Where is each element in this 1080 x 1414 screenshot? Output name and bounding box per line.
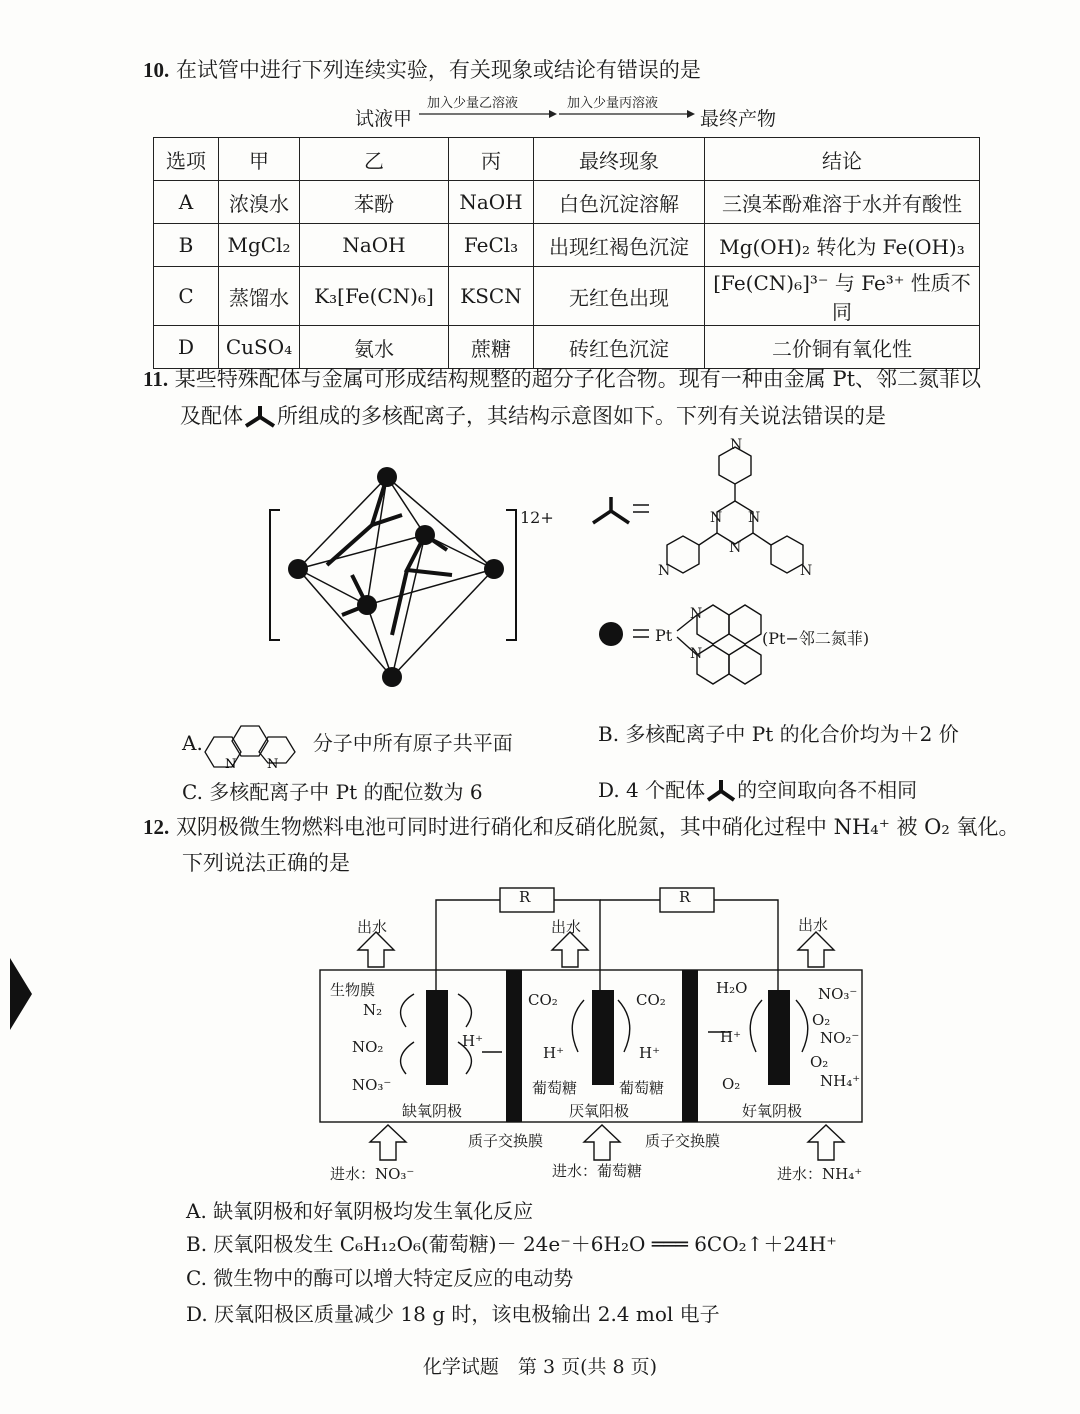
table-row [154, 267, 980, 326]
cell-jia: 蒸馏水 [219, 267, 300, 326]
ligand-symbol-icon [243, 404, 277, 428]
option-a-text: 分子中所有原子共平面 [312, 731, 513, 755]
q10-table [153, 137, 980, 369]
phen-n-1: N [224, 757, 237, 770]
option-a-prefix: A. [182, 731, 203, 755]
th-jia: 甲 [219, 138, 300, 181]
q10-flow [355, 92, 795, 132]
right-species-no2: NO₂⁻ [820, 1029, 860, 1047]
cell-option: D [154, 326, 219, 369]
cell-yi: 苯酚 [300, 181, 449, 224]
cell-option: B [154, 224, 219, 267]
pt-node [377, 467, 397, 487]
cell-jia: CuSO₄ [219, 326, 300, 369]
q11-line2a: 及配体 [180, 404, 243, 428]
pt-node [357, 595, 377, 615]
atom-n-top: N [730, 437, 743, 453]
q11-line2b: 所组成的多核配离子，其结构示意图如下。下列有关说法错误的是 [277, 404, 886, 428]
atom-n-right: N [800, 563, 813, 579]
option-d-suffix: 的空间取向各不相同 [737, 778, 918, 802]
pt-symbol: Pt [655, 626, 673, 645]
th-conclusion: 结论 [705, 138, 980, 181]
th-phenomenon: 最终现象 [534, 138, 705, 181]
option-d-prefix: D. 4 个配体 [598, 778, 706, 802]
cage-charge: 12+ [520, 508, 554, 527]
cell-yi: 氨水 [300, 326, 449, 369]
q10-stem-text: 在试管中进行下列连续实验，有关现象或结论有错误的是 [175, 58, 701, 82]
pt-node [484, 559, 504, 579]
inlet-left: 进水：NO₃⁻ [330, 1165, 415, 1183]
cell-conclusion: 三溴苯酚难溶于水并有酸性 [705, 181, 980, 224]
page-edge-marker [10, 958, 32, 1030]
cathode-aerobic [768, 990, 790, 1085]
membrane-left [506, 970, 522, 1122]
q11-option-a [182, 722, 513, 770]
membrane-right [682, 970, 698, 1122]
pt-phen-label: (Pt−邻二氮菲) [762, 629, 870, 648]
inlet-right: 进水：NH₄⁺ [777, 1165, 863, 1183]
table-row [154, 326, 980, 369]
cell-phenomenon: 白色沉淀溶解 [534, 181, 705, 224]
left-species-no2: NO₂ [352, 1038, 384, 1056]
cell-bing: FeCl₃ [449, 224, 534, 267]
flow-step1: 加入少量乙溶液 [427, 96, 519, 111]
cell-phenomenon: 出现红褐色沉淀 [534, 224, 705, 267]
q12-option-b: B. 厌氧阳极发生 C₆H₁₂O₆(葡萄糖)－ 24e⁻＋6H₂O ═══ 6CO₂↑＋24H⁺ [186, 1232, 837, 1256]
q12-line1-text: 双阴极微生物燃料电池可同时进行硝化和反硝化脱氮，其中硝化过程中 NH₄⁺ 被 O₂ 氧化。 [175, 815, 1020, 839]
phen-n-2: N [266, 757, 279, 770]
left-species-n2: N₂ [363, 1001, 383, 1019]
q12-line2: 下列说法正确的是 [182, 851, 350, 875]
cell-yi: NaOH [300, 224, 449, 267]
q10-stem [143, 58, 701, 82]
left-species-no3: NO₃⁻ [352, 1076, 392, 1094]
inlet-mid: 进水：葡萄糖 [552, 1162, 643, 1180]
cell-conclusion: [Fe(CN)₆]³⁻ 与 Fe³⁺ 性质不同 [705, 267, 980, 326]
table-row [154, 224, 980, 267]
atom-n-tri1: N [710, 510, 723, 526]
mid-glucose-right: 葡萄糖 [619, 1079, 665, 1097]
right-species-o2-a: O₂ [812, 1011, 831, 1029]
outlet-right: 出水 [798, 916, 829, 934]
atom-n-phen2: N [690, 646, 703, 662]
resistor-2-label: R [679, 888, 691, 906]
q11-line1 [143, 367, 981, 391]
cell-bing: NaOH [449, 181, 534, 224]
table-header-row [154, 138, 980, 181]
outlet-left: 出水 [357, 918, 388, 936]
atom-n-tri3: N [729, 540, 742, 556]
mid-electrode-label: 厌氧阳极 [569, 1102, 630, 1120]
th-bing: 丙 [449, 138, 534, 181]
flow-step2: 加入少量丙溶液 [567, 96, 659, 111]
cell-jia: 浓溴水 [219, 181, 300, 224]
q11-line1-text: 某些特殊配体与金属可形成结构规整的超分子化合物。现有一种由金属 Pt、邻二氮菲以 [174, 367, 982, 391]
q12-option-d: D. 厌氧阳极区质量减少 18 g 时，该电极输出 2.4 mol 电子 [186, 1302, 720, 1326]
cage-structure-diagram [262, 455, 562, 695]
q12-number: 12. [143, 815, 170, 839]
cell-phenomenon: 砖红色沉淀 [534, 326, 705, 369]
cell-bing: 蔗糖 [449, 326, 534, 369]
q10-number: 10. [143, 58, 170, 82]
mid-co2-left: CO₂ [528, 991, 558, 1009]
mid-glucose-left: 葡萄糖 [532, 1079, 578, 1097]
th-yi: 乙 [300, 138, 449, 181]
q11-option-d [598, 778, 917, 802]
membrane-left-label: 质子交换膜 [468, 1132, 544, 1150]
cell-phenomenon: 无红色出现 [534, 267, 705, 326]
right-species-o2-b: O₂ [810, 1053, 829, 1071]
outlet-mid: 出水 [551, 918, 582, 936]
pt-nodes [288, 467, 504, 687]
cell-option: C [154, 267, 219, 326]
left-hplus: H⁺ [462, 1032, 483, 1050]
atom-n-tri2: N [748, 510, 761, 526]
left-electrode-label: 缺氧阴极 [402, 1102, 463, 1120]
mid-co2-right: CO₂ [636, 991, 666, 1009]
cell-yi: K₃[Fe(CN)₆] [300, 267, 449, 326]
q11-option-c: C. 多核配离子中 Pt 的配位数为 6 [182, 780, 483, 804]
fuel-cell-diagram [318, 882, 868, 1182]
cell-jia: MgCl₂ [219, 224, 300, 267]
pt-node [415, 525, 435, 545]
biofilm-label: 生物膜 [330, 981, 376, 999]
table-row [154, 181, 980, 224]
atom-n-phen1: N [690, 606, 703, 622]
cell-option: A [154, 181, 219, 224]
page-footer: 化学试题 第 3 页(共 8 页) [422, 1356, 658, 1378]
cell-conclusion: Mg(OH)₂ 转化为 Fe(OH)₃ [705, 224, 980, 267]
q11-option-b: B. 多核配离子中 Pt 的化合价均为＋2 价 [598, 722, 959, 746]
ligand-symbol-icon [705, 778, 737, 802]
right-h2o: H₂O [716, 979, 748, 997]
right-o2: O₂ [722, 1075, 741, 1093]
right-hplus: H⁺ [720, 1028, 741, 1046]
mid-hplus-right: H⁺ [639, 1044, 660, 1062]
flow-start: 试液甲 [355, 108, 413, 130]
membrane-right-label: 质子交换膜 [645, 1132, 721, 1150]
mid-hplus-left: H⁺ [543, 1044, 564, 1062]
pt-node [382, 667, 402, 687]
cell-conclusion: 二价铜有氧化性 [705, 326, 980, 369]
cathode-anoxic [426, 990, 448, 1085]
right-electrode-label: 好氧阴极 [742, 1102, 803, 1120]
atom-n-left: N [658, 563, 671, 579]
resistor-1-label: R [519, 888, 531, 906]
anode-anaerobic [592, 990, 614, 1085]
flow-end: 最终产物 [700, 108, 777, 130]
q11-line2 [180, 404, 886, 428]
th-option: 选项 [154, 138, 219, 181]
right-species-no3: NO₃⁻ [818, 985, 858, 1003]
q12-option-a: A. 缺氧阴极和好氧阴极均发生氧化反应 [186, 1199, 534, 1223]
cell-bing: KSCN [449, 267, 534, 326]
right-species-nh4: NH₄⁺ [820, 1072, 861, 1090]
pt-node [288, 559, 308, 579]
phenanthroline-structure-icon [203, 722, 313, 770]
q12-option-c: C. 微生物中的酶可以增大特定反应的电动势 [186, 1266, 574, 1290]
q12-line1 [143, 815, 1019, 839]
q11-number: 11. [143, 367, 169, 391]
